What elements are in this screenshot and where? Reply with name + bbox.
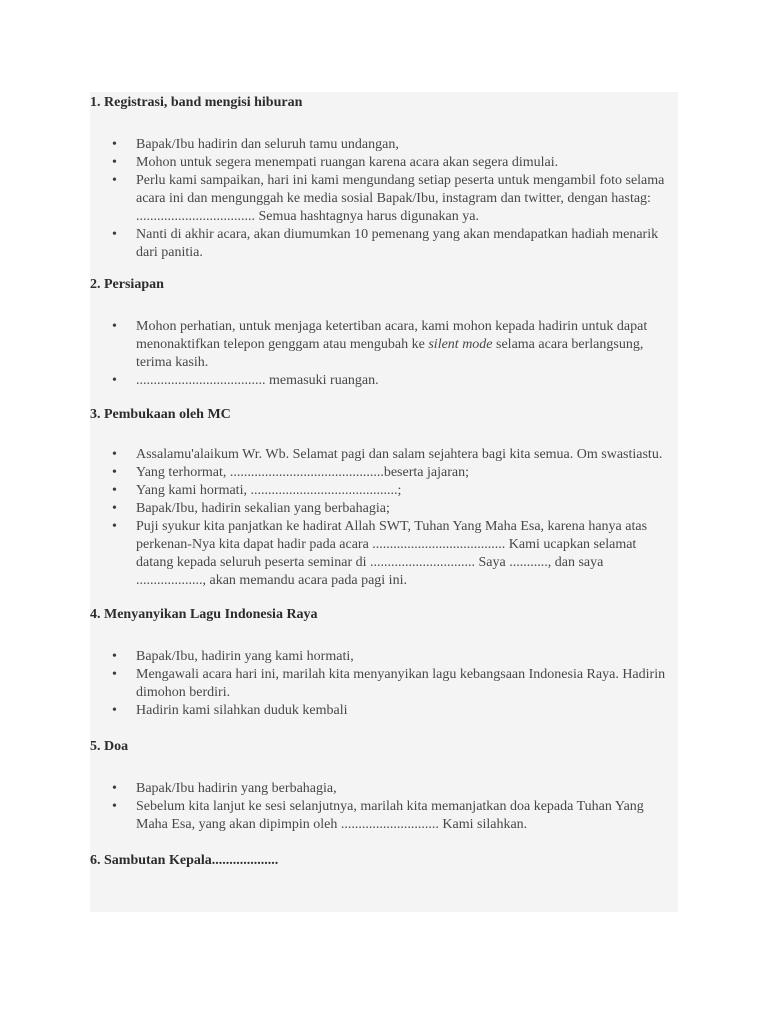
section-heading: 5. Doa [90, 739, 129, 754]
document-content [90, 94, 670, 870]
list-item: • Bapak/Ibu hadirin dan seluruh tamu undangan, [136, 136, 670, 154]
list-item: • Nanti di akhir acara, akan diumumkan 10 pemenang yang akan mendapatkan hadiah menarik dari panitia. [136, 226, 670, 262]
section-heading: 6. Sambutan Kepala................... [90, 853, 279, 868]
list-item [136, 318, 670, 372]
list-item: • Puji syukur kita panjatkan ke hadirat Allah SWT, Tuhan Yang Maha Esa, karena hanya atas perkenan-Nya kita dapat hadir pada acara ...................................... Kami ucapkan selamat datang kepada seluruh peserta seminar di .............................. Saya ..........., dan saya ..................., akan memandu acara pada pagi ini. [136, 518, 670, 590]
list-item: • Yang kami hormati, ..........................................; [136, 482, 670, 500]
list-item: • Bapak/Ibu hadirin yang berbahagia, [136, 780, 670, 798]
section-pembukaan [90, 406, 670, 590]
section-heading: 3. Pembukaan oleh MC [90, 407, 231, 422]
list-item: • Bapak/Ibu, hadirin sekalian yang berbahagia; [136, 500, 670, 518]
bullet-list [90, 136, 670, 262]
list-item: • Mengawali acara hari ini, marilah kita menyanyikan lagu kebangsaan Indonesia Raya. Hadirin dimohon berdiri. [136, 666, 670, 702]
bullet-list [90, 318, 670, 390]
section-persiapan [90, 276, 670, 390]
item-text: Mohon perhatian, untuk menjaga ketertiban acara, kami mohon kepada hadirin untuk dapat menonaktifkan telepon genggam atau mengubah ke [136, 319, 648, 352]
section-doa [90, 738, 670, 834]
bullet-list [90, 446, 670, 590]
bullet-list [90, 780, 670, 834]
list-item: • Hadirin kami silahkan duduk kembali [136, 702, 670, 720]
list-item: • Mohon untuk segera menempati ruangan karena acara akan segera dimulai. [136, 154, 670, 172]
section-sambutan [90, 852, 670, 870]
item-emphasis: silent mode [428, 337, 493, 352]
list-item: • Sebelum kita lanjut ke sesi selanjutnya, marilah kita memanjatkan doa kepada Tuhan Yang Maha Esa, yang akan dipimpin oleh ............................ Kami silahkan. [136, 798, 670, 834]
list-item: • ..................................... memasuki ruangan. [136, 372, 670, 390]
section-heading: 1. Registrasi, band mengisi hiburan [90, 95, 303, 110]
item-text: selama acara berlangsung, terima kasih. [136, 337, 644, 370]
list-item: • Perlu kami sampaikan, hari ini kami mengundang setiap peserta untuk mengambil foto selama acara ini dan mengunggah ke media sosial Bapak/Ibu, instagram dan twitter, dengan hastag: .................................. Semua hashtagnya harus digunakan ya. [136, 172, 670, 226]
bullet-list [90, 648, 670, 720]
section-lagu [90, 606, 670, 720]
section-registrasi [90, 94, 670, 262]
list-item: • Bapak/Ibu, hadirin yang kami hormati, [136, 648, 670, 666]
list-item: • Assalamu'alaikum Wr. Wb. Selamat pagi dan salam sejahtera bagi kita semua. Om swastiastu. [136, 446, 670, 464]
list-item: • Yang terhormat, ............................................beserta jajaran; [136, 464, 670, 482]
section-heading: 4. Menyanyikan Lagu Indonesia Raya [90, 607, 318, 622]
section-heading: 2. Persiapan [90, 277, 164, 292]
